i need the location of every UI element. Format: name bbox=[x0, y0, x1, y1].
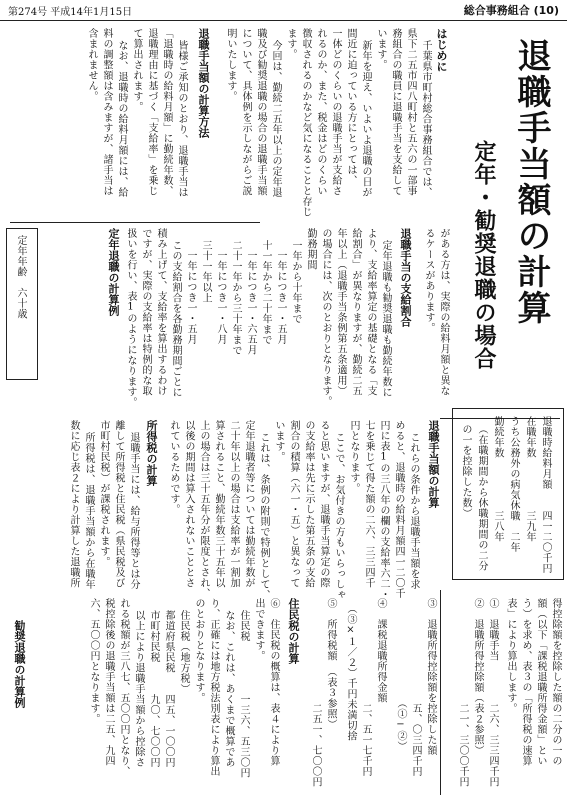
col5-line: （③×１／２）千円未満切捨 bbox=[345, 598, 356, 741]
res-line: り、正確には地方税法別表により算出 bbox=[208, 598, 219, 777]
condition-line: 退職時給料月額 四一二〇千円 bbox=[540, 416, 551, 574]
calc-line: なお、退職時の給料月額には、給 bbox=[116, 40, 127, 198]
res-line: のとおりとなります。 bbox=[193, 598, 204, 703]
col5-line: 得控除額を控除した額の二分の一の bbox=[550, 598, 561, 766]
ratio-line: 扱いを行い、表1のようになります。 bbox=[125, 228, 136, 408]
ratio-line: 積み上げて、支給率を算出するわけ bbox=[155, 228, 166, 396]
res-line: 住民税 一三六、五三〇円 bbox=[238, 610, 249, 778]
intro-line: について、具体例を示しながらご説 bbox=[240, 28, 251, 196]
page-header bbox=[0, 0, 567, 21]
ratio-line: 勤務期間 bbox=[305, 228, 316, 270]
tax-line: 退職手当には、給与所得等とは分 bbox=[128, 432, 139, 590]
intro-line: 千葉県市町村総合事務組合では、 bbox=[420, 40, 431, 198]
calc-line: 「退職時の給料月額」に勤続年数、 bbox=[161, 28, 172, 196]
intro-line: 徴収されるのかなど気になることと存じ bbox=[300, 28, 311, 217]
intro-line: います。 bbox=[375, 28, 386, 70]
calc-line: 含まれません。 bbox=[86, 28, 97, 102]
article-subtitle: 定年・勧奨退職の場合 bbox=[471, 140, 496, 370]
intro-line: 職及び勧奨退職の場合の退職手当額 bbox=[255, 28, 266, 196]
col5-line: 額（以下「課税退職所得金額」とい bbox=[535, 598, 546, 766]
ratio-line: 一年につき一・八月 bbox=[215, 250, 226, 345]
allowance-line: 円に表1の三八年の欄の支給率六二・ bbox=[378, 420, 389, 600]
age-box bbox=[6, 228, 38, 380]
res-line: 出できます。 bbox=[253, 598, 264, 661]
col5-line: う）を求め、表３の「所得税の速算 bbox=[520, 598, 531, 766]
calc-line: て算出されます。 bbox=[131, 28, 142, 112]
col5-line: 二、五一七千円 bbox=[360, 598, 371, 777]
col5-line: ③ 退職所得控除額を控除した額 bbox=[425, 598, 436, 756]
ratio-line: 三十一年以上 bbox=[200, 240, 211, 303]
ratio-line: 給割合」が異なりますが、勤続二五 bbox=[350, 228, 361, 396]
res-line: れる税額が三八七、五〇〇円となり、 bbox=[118, 598, 129, 777]
allowance-line: れているためです。 bbox=[168, 420, 179, 515]
calc-line: 退職理由に基づく「支給率」を乗じ bbox=[146, 28, 157, 196]
ratio-line: 一年につき一・五月 bbox=[275, 250, 286, 345]
condition-line: （在職期間から休職期間の二分 bbox=[476, 424, 487, 571]
allowance-line: これらの条件から退職手当額を求 bbox=[408, 432, 419, 590]
allowance-line: 算されること、勤続年数三十五年以 bbox=[213, 420, 224, 588]
issue-info: 第274号 平成14年1月15日 bbox=[8, 7, 133, 18]
ratio-line: 十一年から二十年まで bbox=[260, 240, 271, 345]
allowance-line: 定年退職者等については勤続年数が bbox=[243, 420, 254, 588]
intro-line: 務組合の職員に退職手当を支給して bbox=[390, 28, 401, 196]
article-title: 退職手当額の計算 bbox=[511, 38, 551, 326]
allowance-line: 二十年以上の場合は支給率が一割加 bbox=[228, 420, 239, 588]
allowance-line: これは、条例の附則で特例として、 bbox=[258, 432, 269, 600]
calc-heading: 退職手当額の計算方法 bbox=[197, 28, 210, 138]
condition-line: 勤続年数 三八年 bbox=[492, 416, 503, 542]
col5-line: 二一、三〇〇千円 bbox=[457, 598, 468, 787]
col5-line: 表」により算出します。 bbox=[505, 598, 516, 714]
col5-line: （①−②） bbox=[395, 598, 406, 752]
allowance-line: 割合の積算（六一・五）と異なって bbox=[288, 420, 299, 588]
allowance-line: 七を乗じて得た額の二六、三三四千 bbox=[363, 420, 374, 588]
res-line: 都道府県民税 四五、一〇〇円 bbox=[163, 610, 174, 768]
res-line: 以上により退職手当額から控除さ bbox=[133, 610, 144, 768]
allowance-line: 上の場合は三十五年分が限度とされ、 bbox=[198, 420, 209, 599]
intro-line: 一体どのくらいの退職手当が支給さ bbox=[330, 28, 341, 196]
allowance-line: います。 bbox=[273, 420, 284, 462]
res-line: ⑥ 住民税の概算は、表４により算 bbox=[268, 598, 279, 766]
allowance-line: の支給率は先に示した第五条の支給 bbox=[303, 420, 314, 588]
allowance-line: ると思いますが、退職手当算定の際 bbox=[318, 420, 329, 588]
column-rule bbox=[440, 590, 441, 795]
tax-line: 離して所得税と住民税（県民税及び bbox=[113, 420, 124, 588]
condition-line: 在職年数 三九年 bbox=[524, 416, 535, 542]
col5-line: ① 退職手当 二六、三三四千円 bbox=[487, 598, 498, 787]
age-label: 定年年齢 六十歳 bbox=[15, 235, 26, 319]
col3-line: がある方は、実際の給料月額と異な bbox=[438, 228, 449, 396]
allowance-line: 以後の期間は算入されないこととさ bbox=[183, 420, 194, 588]
intro-line: 新年を迎え、いよいよ退職の日が bbox=[360, 40, 371, 198]
col5-line: ④ 課税退職所得金額 bbox=[375, 598, 386, 703]
allowance-line: 円となります。 bbox=[348, 420, 359, 494]
ratio-line: 一年から十年まで bbox=[290, 240, 301, 324]
intro-heading: はじめに bbox=[435, 28, 448, 72]
col3-line: るケースがあります。 bbox=[423, 228, 434, 333]
calc-line: 皆様ご承知のとおり、退職手当は bbox=[176, 40, 187, 198]
condition-line: の一を控除した数） bbox=[460, 424, 471, 519]
ratio-line: 一年につき一・五月 bbox=[185, 250, 196, 345]
col5-line: ② 退職所得控除額（表２参照） bbox=[472, 598, 483, 756]
tax-line: 市町村民税）が課税されます。 bbox=[98, 420, 109, 567]
ratio-line: より、支給率算定の基礎となる「支 bbox=[365, 228, 376, 396]
intro-line: ます。 bbox=[285, 28, 296, 60]
condition-line: うち公務外の病気休職 二年 bbox=[508, 416, 519, 553]
intro-line: 今回は、勤続二五年以上の定年退 bbox=[270, 40, 281, 198]
intro-line: 間近に迫っている方にとっては、 bbox=[345, 28, 356, 186]
publisher-page: 総合事務組合 (10) bbox=[463, 4, 559, 17]
res-line: 市町村民税 九〇、七〇〇円 bbox=[148, 610, 159, 768]
col5-line: 五、〇三四千円 bbox=[410, 598, 421, 777]
res-line: 六、五〇〇円となります。 bbox=[88, 598, 99, 724]
res-line: 住民税（地方税） bbox=[178, 610, 189, 694]
col5-line: ⑤ 所得税額 （表３参照） bbox=[325, 598, 336, 730]
ratio-heading: 退職手当の支給割合 bbox=[399, 228, 412, 327]
ratio-line: 定年退職も勧奨退職も勤続年数に bbox=[380, 240, 391, 398]
tax-line: 数に応じ表２により計算した退職所 bbox=[68, 420, 79, 588]
kansho-example-heading: 勧奨退職の計算例 bbox=[13, 620, 26, 708]
col5-line: 二五一、七〇〇円 bbox=[310, 598, 321, 787]
allowance-line: ここで、お気付きの方もいらっしゃ bbox=[333, 432, 344, 600]
ratio-line: 一年につき一・六五月 bbox=[245, 250, 256, 355]
intro-line: 明いたします。 bbox=[225, 28, 236, 102]
ratio-line: の場合には、次のとおりとなります。 bbox=[320, 228, 331, 407]
teinen-example-heading: 定年退職の計算例 bbox=[107, 228, 120, 316]
res-line: 税控除後の退職手当額は二五、九四 bbox=[103, 598, 114, 766]
intro-line: 県下二五市四八町村と五六の一部事 bbox=[405, 28, 416, 196]
income-tax-heading: 所得税の計算 bbox=[145, 420, 158, 486]
calc-line: 料の調整額は含みますが、諸手当は bbox=[101, 28, 112, 196]
resident-tax-heading: 住民税の計算 bbox=[287, 598, 300, 664]
tax-line: 所得税は、退職手当額から在職年 bbox=[83, 432, 94, 590]
res-line: なお、これは、あくまで概算であ bbox=[223, 610, 234, 768]
ratio-line: ですが、実際の支給率は特例的な取 bbox=[140, 228, 151, 396]
allowance-calc-heading: 退職手当額の計算 bbox=[427, 420, 440, 508]
ratio-line: 年以上（退職手当条例第五条適用） bbox=[335, 228, 346, 396]
intro-line: れるのか、また、税金はどのくらい bbox=[315, 28, 326, 196]
ratio-line: 二十一年から三十年まで bbox=[230, 240, 241, 356]
ratio-line: この支給割合を各勤務期間ごとに bbox=[170, 240, 181, 398]
allowance-line: めると、退職時の給料月額四一二〇千 bbox=[393, 420, 404, 599]
band-divider bbox=[10, 222, 260, 223]
